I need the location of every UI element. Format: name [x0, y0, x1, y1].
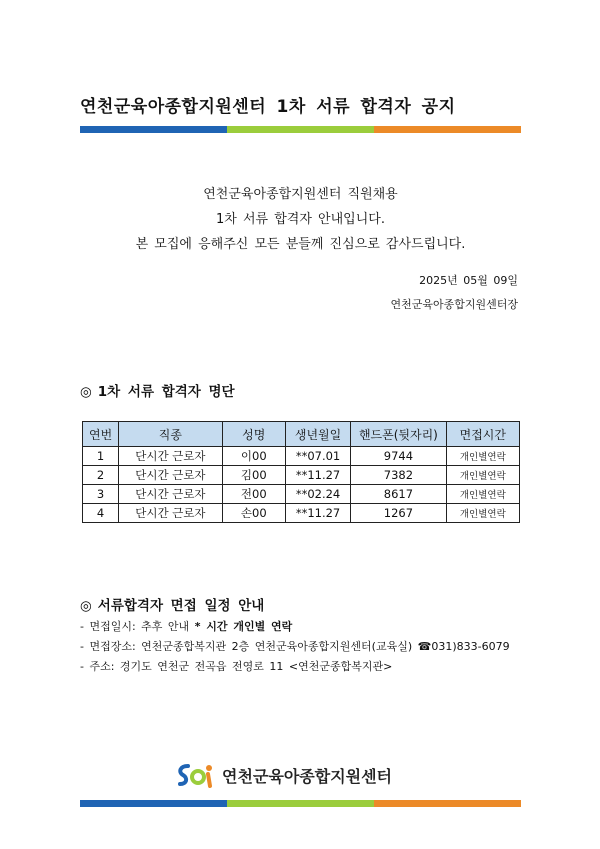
- intro-line-1: 연천군육아종합지원센터 직원채용: [203, 187, 398, 202]
- header-cell: 핸드폰(뒷자리): [351, 422, 446, 447]
- table-cell: **02.24: [285, 485, 350, 504]
- table-cell: 개인별연락: [446, 466, 519, 485]
- applicant-table: [82, 421, 520, 523]
- table-cell: 개인별연락: [446, 447, 519, 466]
- bar-segment-green: [227, 800, 374, 807]
- schedule-date-line: [80, 617, 510, 637]
- intro-text: [80, 182, 521, 257]
- schedule-place-line: - 면접장소: 연천군종합복지관 2층 연천군육아종합지원센터(교육실) ☎031)833-6079: [80, 640, 510, 653]
- table-cell: 개인별연락: [446, 504, 519, 523]
- bar-segment-blue: [80, 126, 227, 133]
- center-logo-icon: [174, 760, 216, 790]
- table-cell: 4: [83, 504, 119, 523]
- table-cell: 7382: [351, 466, 446, 485]
- table-cell: 9744: [351, 447, 446, 466]
- schedule-note: * 시간 개인별 연락: [194, 620, 293, 633]
- table-cell: 개인별연락: [446, 485, 519, 504]
- table-cell: 손00: [222, 504, 285, 523]
- bar-segment-orange: [374, 126, 521, 133]
- table-cell: 1: [83, 447, 119, 466]
- section-heading-text: 1차 서류 합격자 명단: [97, 384, 235, 400]
- section-heading-text: 서류합격자 면접 일정 안내: [97, 598, 265, 614]
- footer-logo: [174, 760, 392, 790]
- table-cell: 이00: [222, 447, 285, 466]
- table-cell: 2: [83, 466, 119, 485]
- table-cell: 3: [83, 485, 119, 504]
- table-row: [83, 504, 520, 523]
- header-cell: 직종: [119, 422, 222, 447]
- table-cell: 단시간 근로자: [119, 485, 222, 504]
- intro-line-2: 1차 서류 합격자 안내입니다.: [216, 212, 385, 227]
- table-row: [83, 466, 520, 485]
- top-color-bar: [80, 126, 521, 133]
- table-cell: 김00: [222, 466, 285, 485]
- table-cell: 1267: [351, 504, 446, 523]
- section-heading-roster: [80, 380, 235, 400]
- bottom-color-bar: [80, 800, 521, 807]
- schedule-address-line: - 주소: 경기도 연천군 전곡읍 전영로 11 <연천군종합복지관>: [80, 660, 393, 673]
- table-cell: **07.01: [285, 447, 350, 466]
- bar-segment-orange: [374, 800, 521, 807]
- bar-segment-green: [227, 126, 374, 133]
- table-cell: **11.27: [285, 466, 350, 485]
- table-cell: 단시간 근로자: [119, 504, 222, 523]
- schedule-date-text: - 면접일시: 추후 안내: [80, 620, 190, 633]
- bar-segment-blue: [80, 800, 227, 807]
- notice-date: 2025년 05월 09일: [419, 274, 518, 287]
- table-cell: 8617: [351, 485, 446, 504]
- interview-schedule: [80, 617, 510, 677]
- table-cell: **11.27: [285, 504, 350, 523]
- table-row: [83, 485, 520, 504]
- table-cell: 단시간 근로자: [119, 466, 222, 485]
- header-cell: 면접시간: [446, 422, 519, 447]
- footer-org-name: 연천군육아종합지원센터: [222, 766, 393, 786]
- table-header-row: [83, 422, 520, 447]
- section-heading-interview: [80, 594, 264, 614]
- header-cell: 성명: [222, 422, 285, 447]
- intro-line-3: 본 모집에 응해주신 모든 분들께 진심으로 감사드립니다.: [135, 237, 466, 252]
- table-cell: 단시간 근로자: [119, 447, 222, 466]
- signatory: 연천군육아종합지원센터장: [390, 298, 518, 311]
- header-cell: 연번: [83, 422, 119, 447]
- double-circle-icon: ◎: [80, 598, 92, 614]
- table-cell: 전00: [222, 485, 285, 504]
- table-row: [83, 447, 520, 466]
- page-title: 연천군육아종합지원센터 1차 서류 합격자 공지: [80, 97, 456, 117]
- header-cell: 생년월일: [285, 422, 350, 447]
- double-circle-icon: ◎: [80, 384, 92, 400]
